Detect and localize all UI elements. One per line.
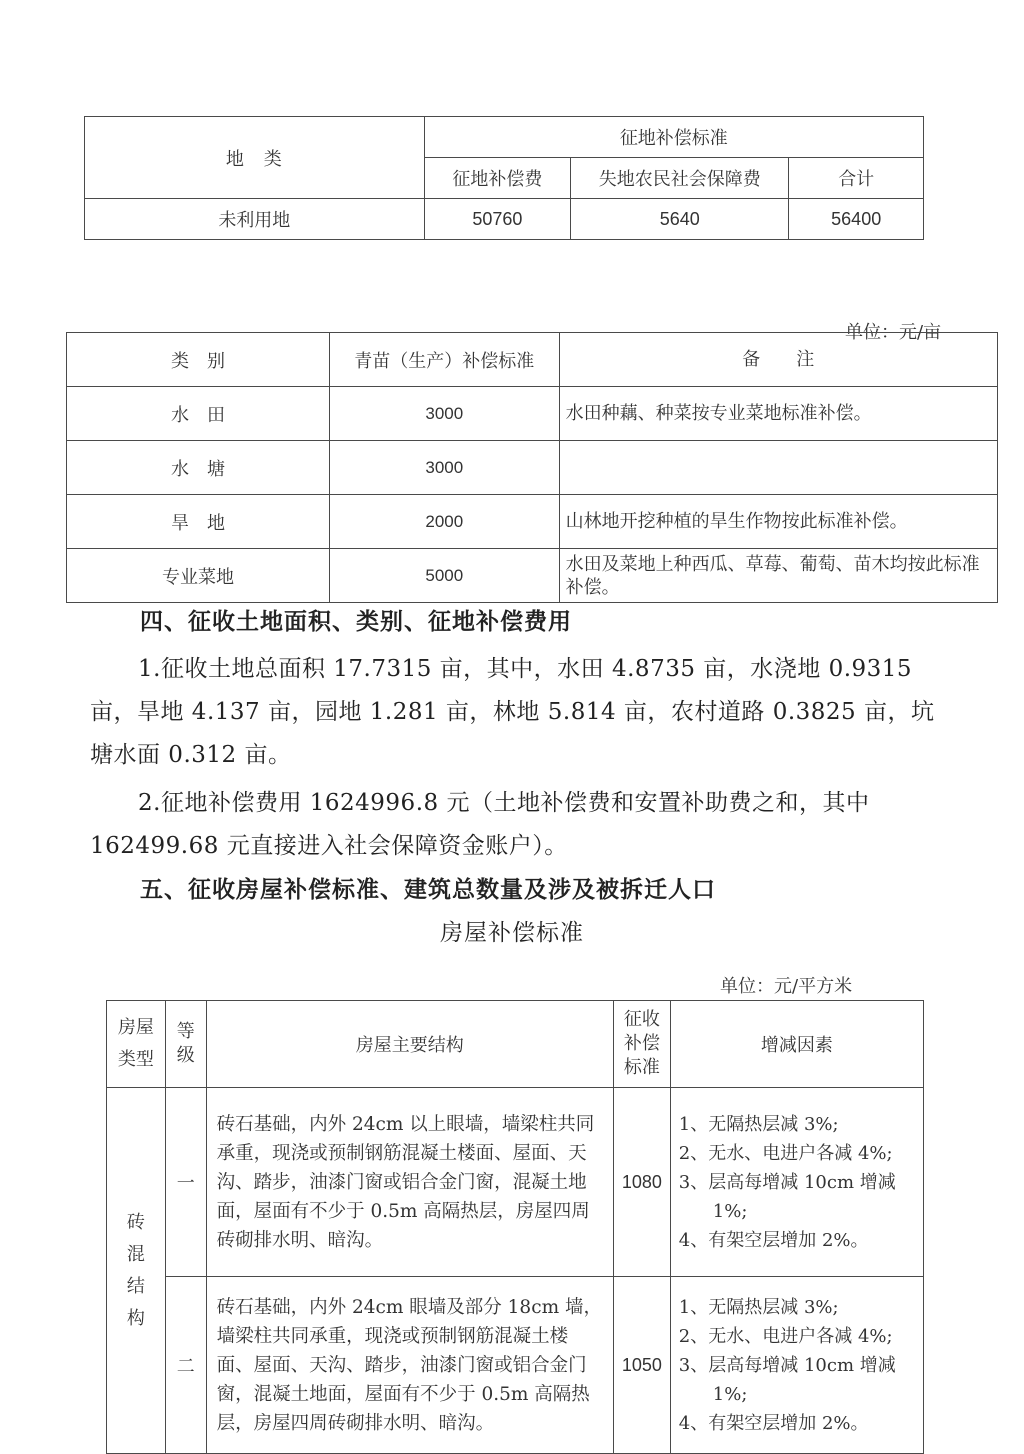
adjustment-item: 2、无水、电进户各减 4%; <box>678 1142 893 1164</box>
cell-standard: 3000 <box>329 387 559 441</box>
cell-social-security-fee: 5640 <box>571 199 789 240</box>
cell-land-type: 未利用地 <box>85 199 425 240</box>
cell-category: 专业菜地 <box>67 549 330 603</box>
cell-adjustments <box>670 1088 923 1277</box>
table-row <box>67 495 998 549</box>
cell-house-type-text: 砖混结构 <box>126 1211 145 1329</box>
adjustment-item: 1、无隔热层减 3%; <box>678 1296 839 1318</box>
header-social-security-fee: 失地农民社会保障费 <box>571 158 789 199</box>
cell-remark: 水田及菜地上种西瓜、草莓、葡萄、苗木均按此标准补偿。 <box>559 549 997 603</box>
section-4-paragraph-1: 1.征收土地总面积 17.7315 亩，其中，水田 4.8735 亩，水浇地 0.9315 亩，旱地 4.137 亩，园地 1.281 亩，林地 5.814 亩，农村道路 0.3825 亩，坑塘水面 0.312 亩。 <box>90 656 935 768</box>
header-adjustments: 增减因素 <box>670 1001 923 1088</box>
table-row <box>107 1088 924 1277</box>
section-5-heading: 五、征收房屋补偿标准、建筑总数量及涉及被拆迁人口 <box>140 876 716 903</box>
cell-remark: 水田种藕、种菜按专业菜地标准补偿。 <box>559 387 997 441</box>
cell-total: 56400 <box>789 199 924 240</box>
adjustment-item: 1、无隔热层减 3%; <box>678 1113 839 1135</box>
cell-grade: 一 <box>165 1088 206 1277</box>
house-compensation-table <box>106 1000 924 1454</box>
header-standard-text: 征收补偿标准 <box>623 1009 660 1078</box>
cell-standard: 1080 <box>613 1088 670 1277</box>
header-compensation-standard: 征地补偿标准 <box>424 117 923 158</box>
cell-adjustments <box>670 1277 923 1454</box>
header-grade <box>165 1001 206 1088</box>
header-standard <box>613 1001 670 1088</box>
cell-category: 水 田 <box>67 387 330 441</box>
header-land-type: 地 类 <box>85 117 425 199</box>
table-row <box>67 441 998 495</box>
header-total: 合计 <box>789 158 924 199</box>
table-row <box>67 549 998 603</box>
adjustment-item: 4、有架空层增加 2%。 <box>678 1229 869 1251</box>
header-remark: 备 注 <box>559 333 997 387</box>
cell-remark <box>559 441 997 495</box>
cell-standard: 1050 <box>613 1277 670 1454</box>
cell-structure: 砖石基础，内外 24cm 眼墙及部分 18cm 墙，墙梁柱共同承重，现浇或预制钢筋混凝土楼面、屋面、天沟、踏步，油漆门窗或铝合金门窗，混凝土地面，屋面有不少于 0.5m 高隔热层，房屋四周砖砌排水明、暗沟。 <box>206 1277 613 1454</box>
adjustment-item: 2、无水、电进户各减 4%; <box>678 1325 893 1347</box>
header-house-type-text: 房屋类型 <box>117 1017 154 1070</box>
adjustment-item: 4、有架空层增加 2%。 <box>678 1412 869 1434</box>
adjustment-item: 3、层高每增减 10cm 增减 <box>678 1171 896 1193</box>
cell-compensation-fee: 50760 <box>424 199 571 240</box>
header-house-type <box>107 1001 166 1088</box>
table-row <box>67 387 998 441</box>
cell-category: 旱 地 <box>67 495 330 549</box>
adjustment-item-continued: 1%; <box>712 1383 748 1405</box>
header-grade-text: 等级 <box>176 1021 195 1066</box>
adjustment-item: 3、层高每增减 10cm 增减 <box>678 1354 896 1376</box>
header-category: 类 别 <box>67 333 330 387</box>
cell-category: 水 塘 <box>67 441 330 495</box>
cell-standard: 5000 <box>329 549 559 603</box>
cell-structure: 砖石基础，内外 24cm 以上眼墙，墙梁柱共同承重，现浇或预制钢筋混凝土楼面、屋面、天沟、踏步，油漆门窗或铝合金门窗，混凝土地面，屋面有不少于 0.5m 高隔热层，房屋四周砖砌排水明、暗沟。 <box>206 1088 613 1277</box>
land-compensation-table <box>84 116 924 240</box>
section-4-paragraph-2: 2.征地补偿费用 1624996.8 元（土地补偿费和安置补助费之和，其中 162499.68 元直接进入社会保障资金账户）。 <box>90 790 870 859</box>
cell-remark: 山林地开挖种植的旱生作物按此标准补偿。 <box>559 495 997 549</box>
header-standard: 青苗（生产）补偿标准 <box>329 333 559 387</box>
section-4-heading: 四、征收土地面积、类别、征地补偿费用 <box>140 608 572 635</box>
table-row <box>107 1277 924 1454</box>
adjustment-item-continued: 1%; <box>712 1200 748 1222</box>
house-table-unit: 单位：元/平方米 <box>720 976 853 997</box>
header-structure: 房屋主要结构 <box>206 1001 613 1088</box>
cell-grade: 二 <box>165 1277 206 1454</box>
crop-compensation-table <box>66 332 998 603</box>
cell-standard: 2000 <box>329 495 559 549</box>
cell-standard: 3000 <box>329 441 559 495</box>
cell-house-type <box>107 1088 166 1454</box>
table-row <box>85 199 924 240</box>
house-table-title: 房屋补偿标准 <box>440 920 584 946</box>
crop-table-unit: 单位：元/亩 <box>845 322 942 343</box>
header-compensation-fee: 征地补偿费 <box>424 158 571 199</box>
